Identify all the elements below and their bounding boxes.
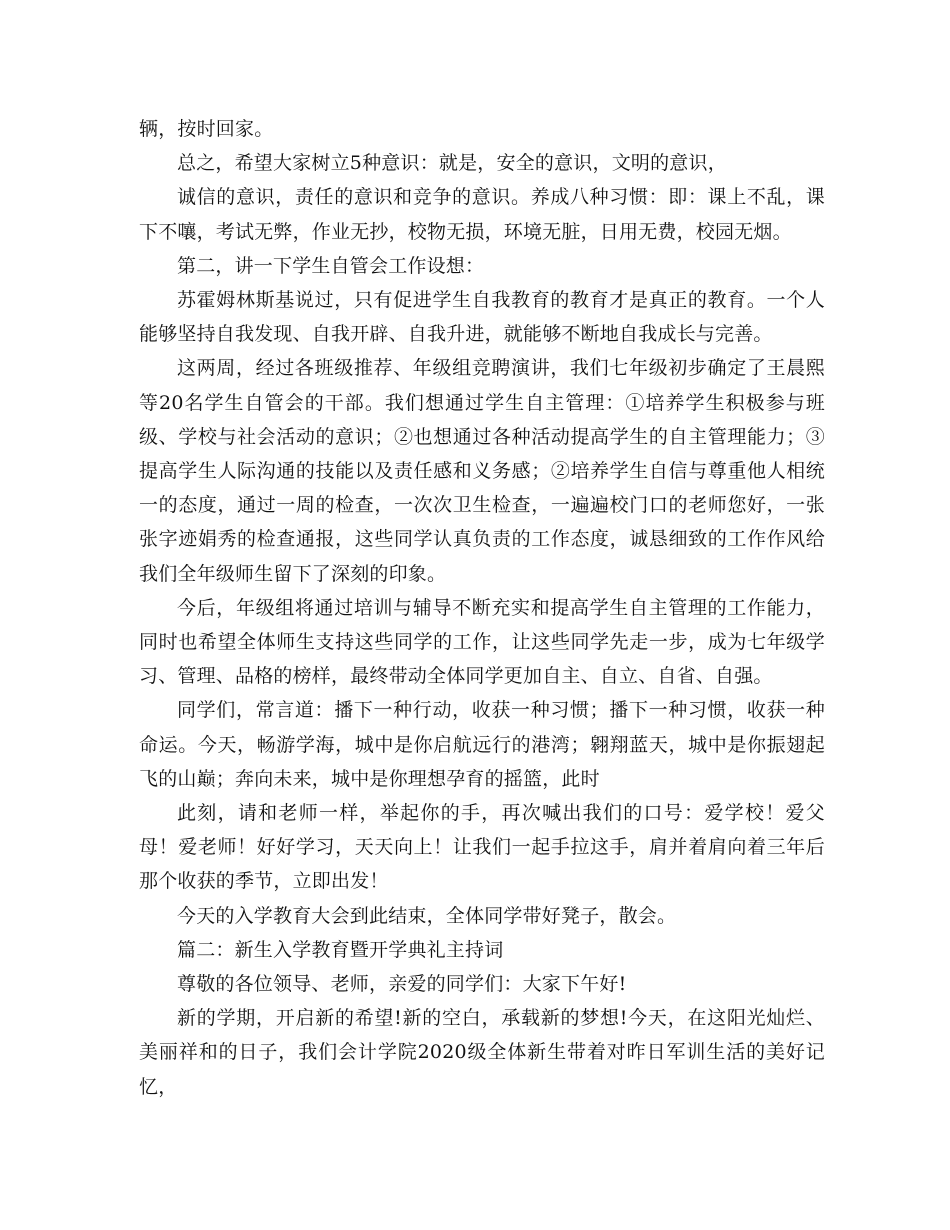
paragraph-greeting: 尊敬的各位领导、老师，亲爱的同学们：大家下午好! [177,973,627,996]
paragraph-section-two-heading: 第二，讲一下学生自管会工作设想： [177,254,485,277]
paragraph-closing: 今天的入学教育大会到此结束，全体同学带好凳子，散会。 [177,904,677,927]
paragraph-future-plans: 今后，年级组将通过培训与辅导不断充实和提高学生自主管理的工作能力，同时也希望全体师生支持这些同学的工作，让这些同学先走一步，成为七年级学习、管理、品格的榜样，最终带动全体同学更加自主、自立、自省、自强。 [139,596,825,688]
paragraph-student-committee: 这两周，经过各班级推荐、年级组竞聘演讲，我们七年级初步确定了王晨熙等20名学生自管会的干部。我们想通过学生自主管理：①培养学生积极参与班级、学校与社会活动的意识；②也想通过各种活动提高学生的自主管理能力；③提高学生人际沟通的技能以及责任感和义务感；②培养学生自信与尊重他人相统一的态度，通过一周的检查，一次次卫生检查，一遍遍校门口的老师您好，一张张字迹娟秀的检查通报，这些同学认真负责的工作态度，诚恳细致的工作作风给我们全年级师生留下了深刻的印象。 [139,357,825,585]
paragraph-five-awareness: 总之，希望大家树立5种意识：就是，安全的意识，文明的意识， [177,152,727,175]
paragraph-eight-habits: 诚信的意识，责任的意识和竞争的意识。养成八种习惯：即：课上不乱，课下不嚷，考试无弊，作业无抄，校物无损，环境无脏，日用无费，校园无烟。 [139,186,825,243]
document-body [139,112,825,1104]
paragraph-slogan: 此刻，请和老师一样，举起你的手，再次喊出我们的口号：爱学校！爱父母！爱老师！好好学习，天天向上！让我们一起手拉这手，肩并着肩向着三年后那个收获的季节，立即出发！ [139,802,825,893]
paragraph-saying: 同学们，常言道：播下一种行动，收获一种习惯；播下一种习惯，收获一种命运。今天，畅游学海，城中是你启航远行的港湾；翱翔蓝天，城中是你振翅起飞的山巅；奔向未来，城中是你理想孕育的摇篮，此时 [139,699,825,790]
paragraph-continuation: 辆，按时回家。 [139,118,274,140]
paragraph-quote: 苏霍姆林斯基说过，只有促进学生自我教育的教育才是真正的教育。一个人能够坚持自我发现、自我开辟、自我升进，就能够不断地自我成长与完善。 [139,289,825,346]
paragraph-part-two-title: 篇二：新生入学教育暨开学典礼主持词 [177,938,504,961]
paragraph-new-semester: 新的学期，开启新的希望!新的空白，承载新的梦想!今天，在这阳光灿烂、美丽祥和的日子，我们会计学院2020级全体新生带着对昨日军训生活的美好记忆， [139,1007,825,1098]
